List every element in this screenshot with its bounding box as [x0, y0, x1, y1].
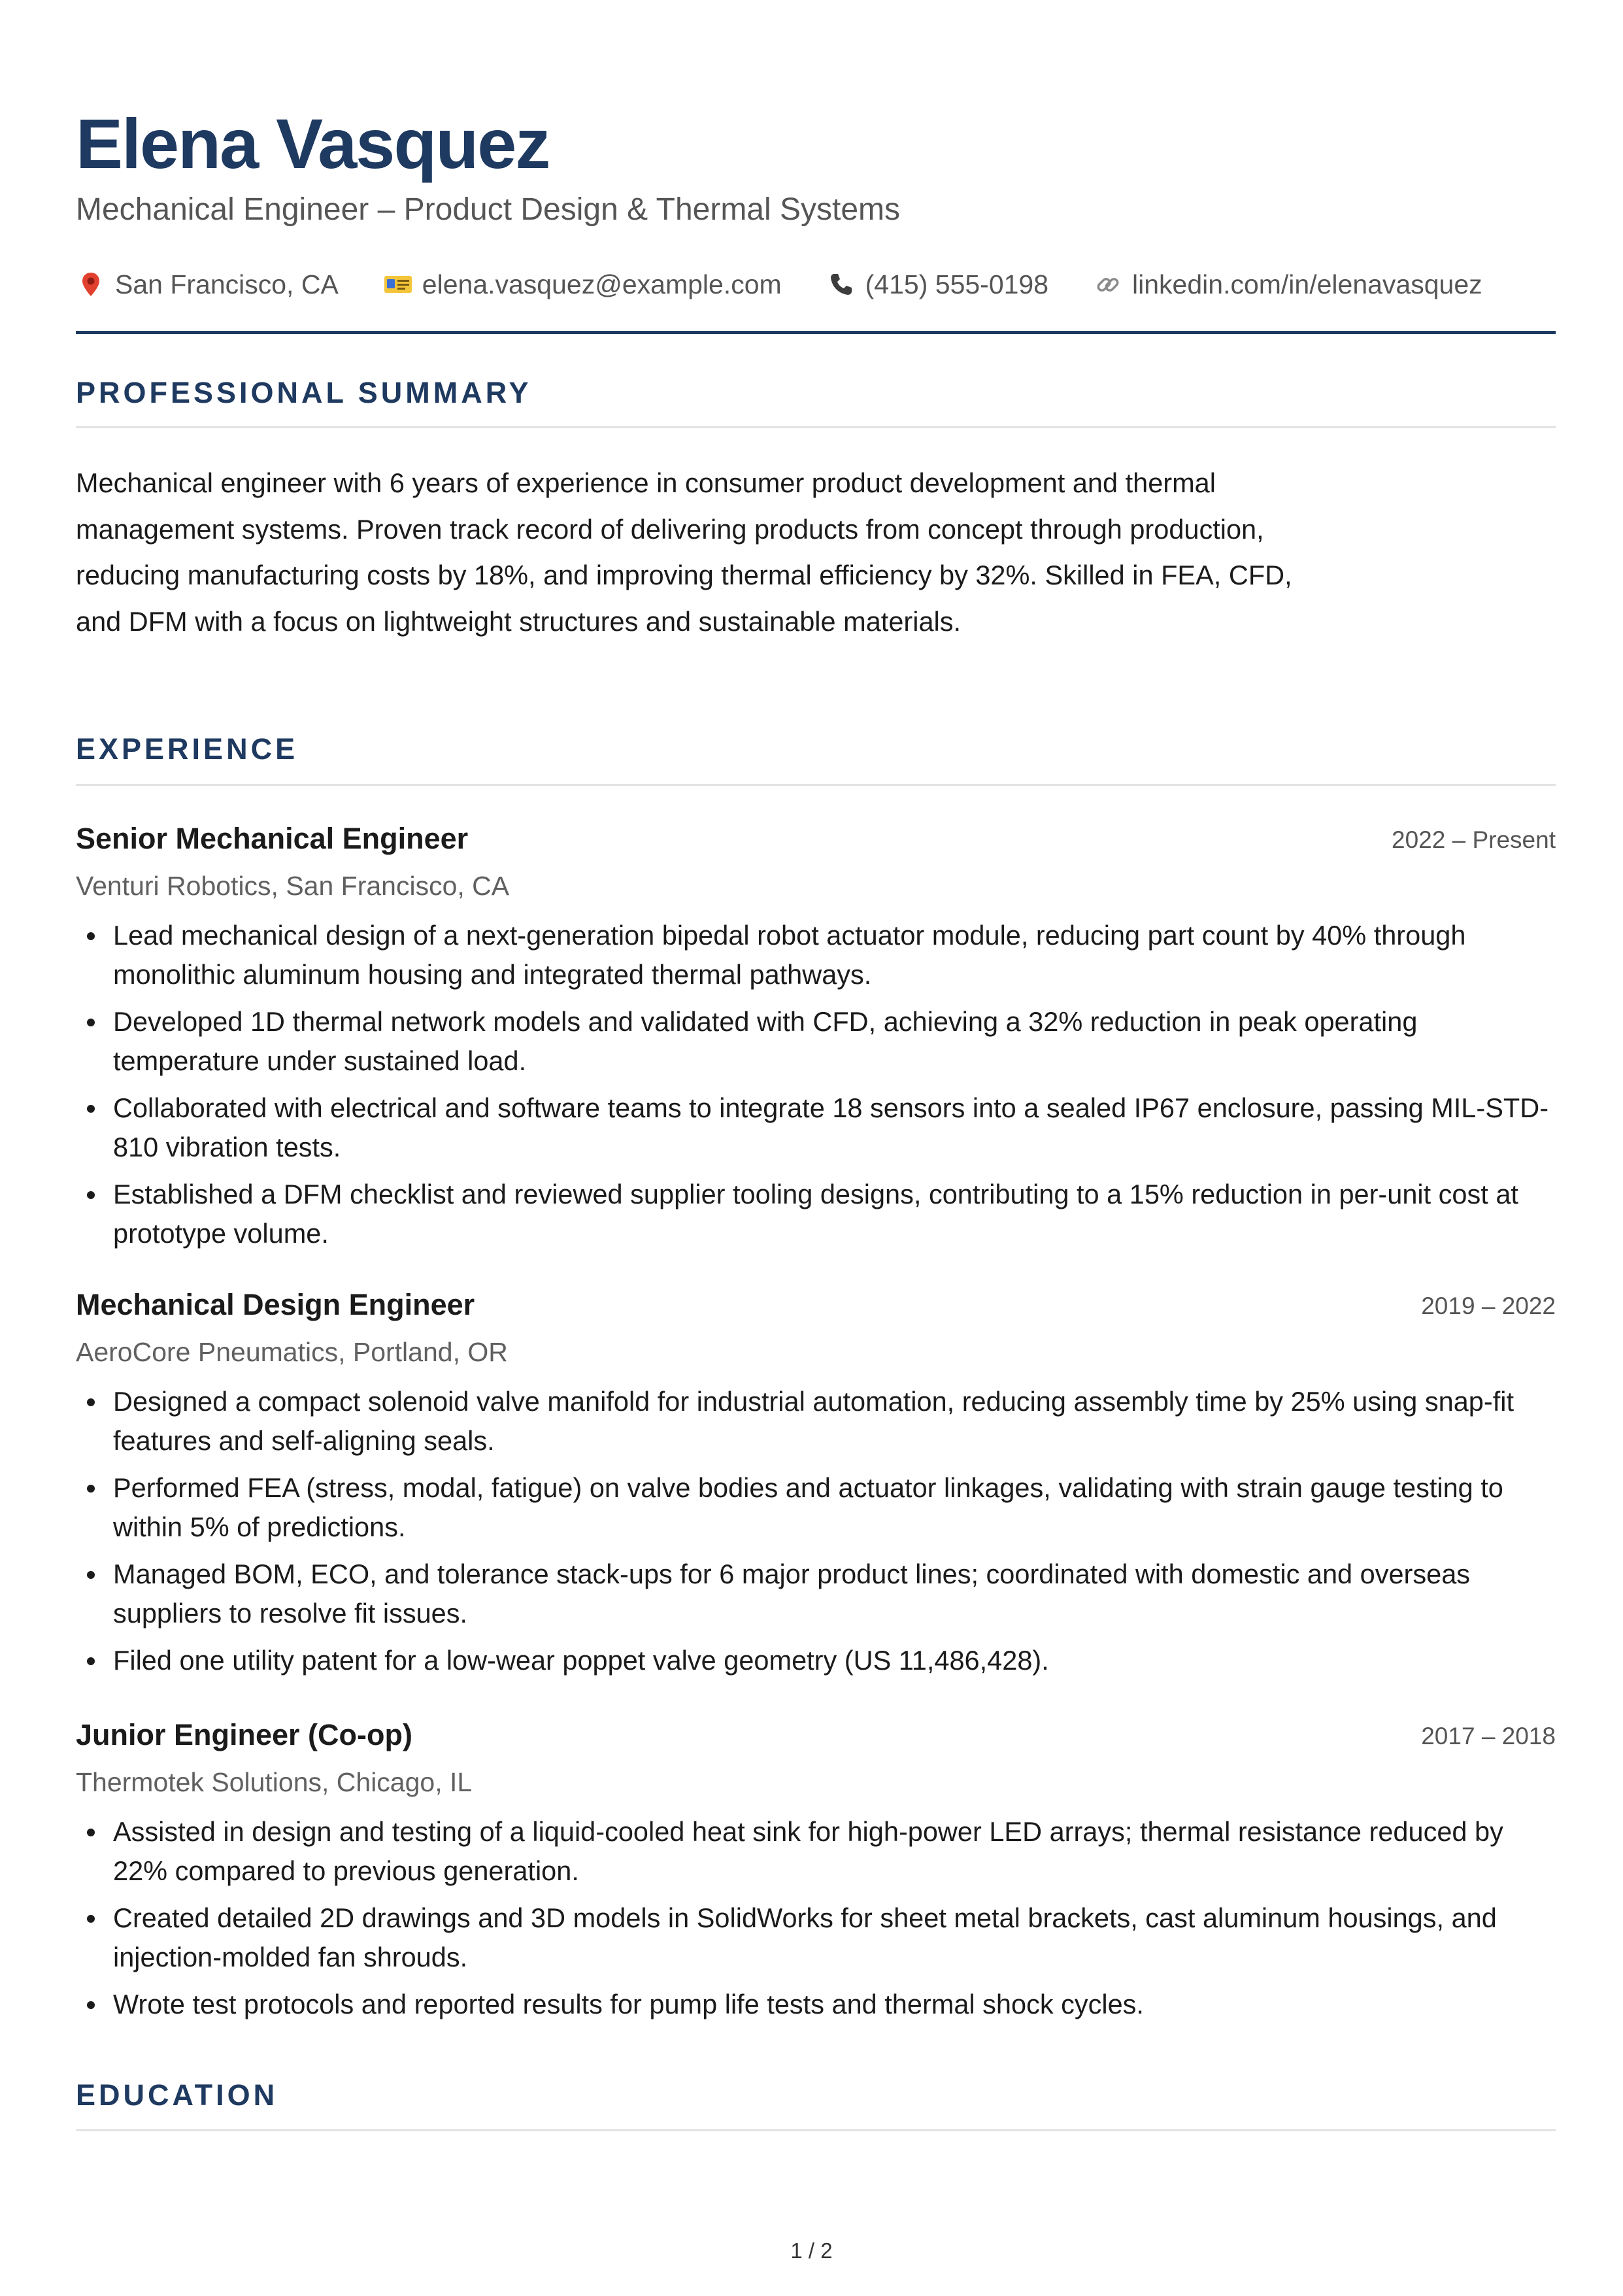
- list-item: Established a DFM checklist and reviewed supplier tooling designs, contributing to a 15% reduction in per-unit cost at prototype volume.: [76, 1175, 1556, 1253]
- section-divider-education: [76, 2129, 1556, 2131]
- job-header: [76, 1715, 1556, 1755]
- section-title-education: EDUCATION: [76, 2078, 278, 2112]
- contact-location: [76, 269, 339, 300]
- header-divider: [76, 331, 1556, 334]
- contact-phone[interactable]: [826, 269, 1048, 300]
- section-title-summary: PROFESSIONAL SUMMARY: [76, 376, 532, 409]
- job-entry: [76, 819, 1556, 1249]
- job-company: AeroCore Pneumatics, Portland, OR: [76, 1337, 508, 1367]
- job-entry: [76, 1715, 1556, 2019]
- list-item: Collaborated with electrical and software teams to integrate 18 sensors into a sealed IP67 enclosure, passing MIL-STD-810 vibration tests.: [76, 1089, 1556, 1167]
- phone-icon: [826, 269, 856, 299]
- list-item: Assisted in design and testing of a liquid-cooled heat sink for high-power LED arrays; thermal resistance reduced by 22% compared to previous generation.: [76, 1812, 1556, 1891]
- section-divider-experience: [76, 784, 1556, 786]
- job-dates: 2022 – Present: [1392, 826, 1556, 853]
- job-bullets: [76, 1812, 1556, 2032]
- summary-text: Mechanical engineer with 6 years of experience in consumer product development and thermal management systems. Proven track record of delivering products from concept through production, reducing manufacturing costs by 18%, and improving thermal efficiency by 32%. Skilled in FEA, CFD, and DFM with a focus on lightweight structures and sustainable materials.: [76, 467, 1292, 637]
- job-title: Senior Mechanical Engineer: [76, 822, 469, 855]
- list-item: Managed BOM, ECO, and tolerance stack-ups for 6 major product lines; coordinated with domestic and overseas suppliers to resolve fit issues.: [76, 1555, 1556, 1633]
- candidate-name: Elena Vasquez: [76, 104, 550, 183]
- linkedin-link[interactable]: linkedin.com/in/elenavasquez: [1132, 269, 1482, 299]
- location-text: San Francisco, CA: [115, 269, 339, 299]
- link-icon: [1093, 269, 1123, 299]
- candidate-headline: Mechanical Engineer – Product Design & Thermal Systems: [76, 192, 901, 227]
- job-bullets: [76, 916, 1556, 1261]
- list-item: Developed 1D thermal network models and validated with CFD, achieving a 32% reduction in peak operating temperature under sustained load.: [76, 1002, 1556, 1081]
- job-title: Mechanical Design Engineer: [76, 1288, 475, 1321]
- list-item: Created detailed 2D drawings and 3D models in SolidWorks for sheet metal brackets, cast aluminum housings, and injection-molded fan shrouds.: [76, 1899, 1556, 1977]
- job-dates: 2017 – 2018: [1421, 1723, 1556, 1749]
- job-dates: 2019 – 2022: [1421, 1292, 1556, 1319]
- phone-number[interactable]: (415) 555-0198: [865, 269, 1049, 299]
- job-company: Thermotek Solutions, Chicago, IL: [76, 1767, 473, 1797]
- contact-email[interactable]: [383, 269, 782, 300]
- section-divider-summary: [76, 426, 1556, 428]
- list-item: Wrote test protocols and reported results for pump life tests and thermal shock cycles.: [76, 1985, 1556, 2024]
- list-item: Designed a compact solenoid valve manifold for industrial automation, reducing assembly time by 25% using snap-fit features and self-aligning seals.: [76, 1382, 1556, 1460]
- job-header: [76, 819, 1556, 858]
- contact-linkedin[interactable]: [1093, 269, 1482, 300]
- list-item: Performed FEA (stress, modal, fatigue) on valve bodies and actuator linkages, validating with strain gauge testing to within 5% of predictions.: [76, 1468, 1556, 1547]
- job-company: Venturi Robotics, San Francisco, CA: [76, 871, 510, 901]
- map-pin-icon: [76, 269, 106, 299]
- job-bullets: [76, 1382, 1556, 1688]
- list-item: Filed one utility patent for a low-wear poppet valve geometry (US 11,486,428).: [76, 1641, 1556, 1680]
- contact-bar: [76, 265, 1527, 304]
- job-entry: [76, 1285, 1556, 1676]
- list-item: Lead mechanical design of a next-generation bipedal robot actuator module, reducing part count by 40% through monolithic aluminum housing and integrated thermal pathways.: [76, 916, 1556, 994]
- page-indicator: 1 / 2: [790, 2238, 833, 2263]
- job-header: [76, 1285, 1556, 1325]
- section-title-experience: EXPERIENCE: [76, 732, 299, 766]
- email-link[interactable]: elena.vasquez@example.com: [422, 269, 782, 299]
- job-title: Junior Engineer (Co-op): [76, 1718, 412, 1751]
- id-card-icon: [383, 269, 413, 299]
